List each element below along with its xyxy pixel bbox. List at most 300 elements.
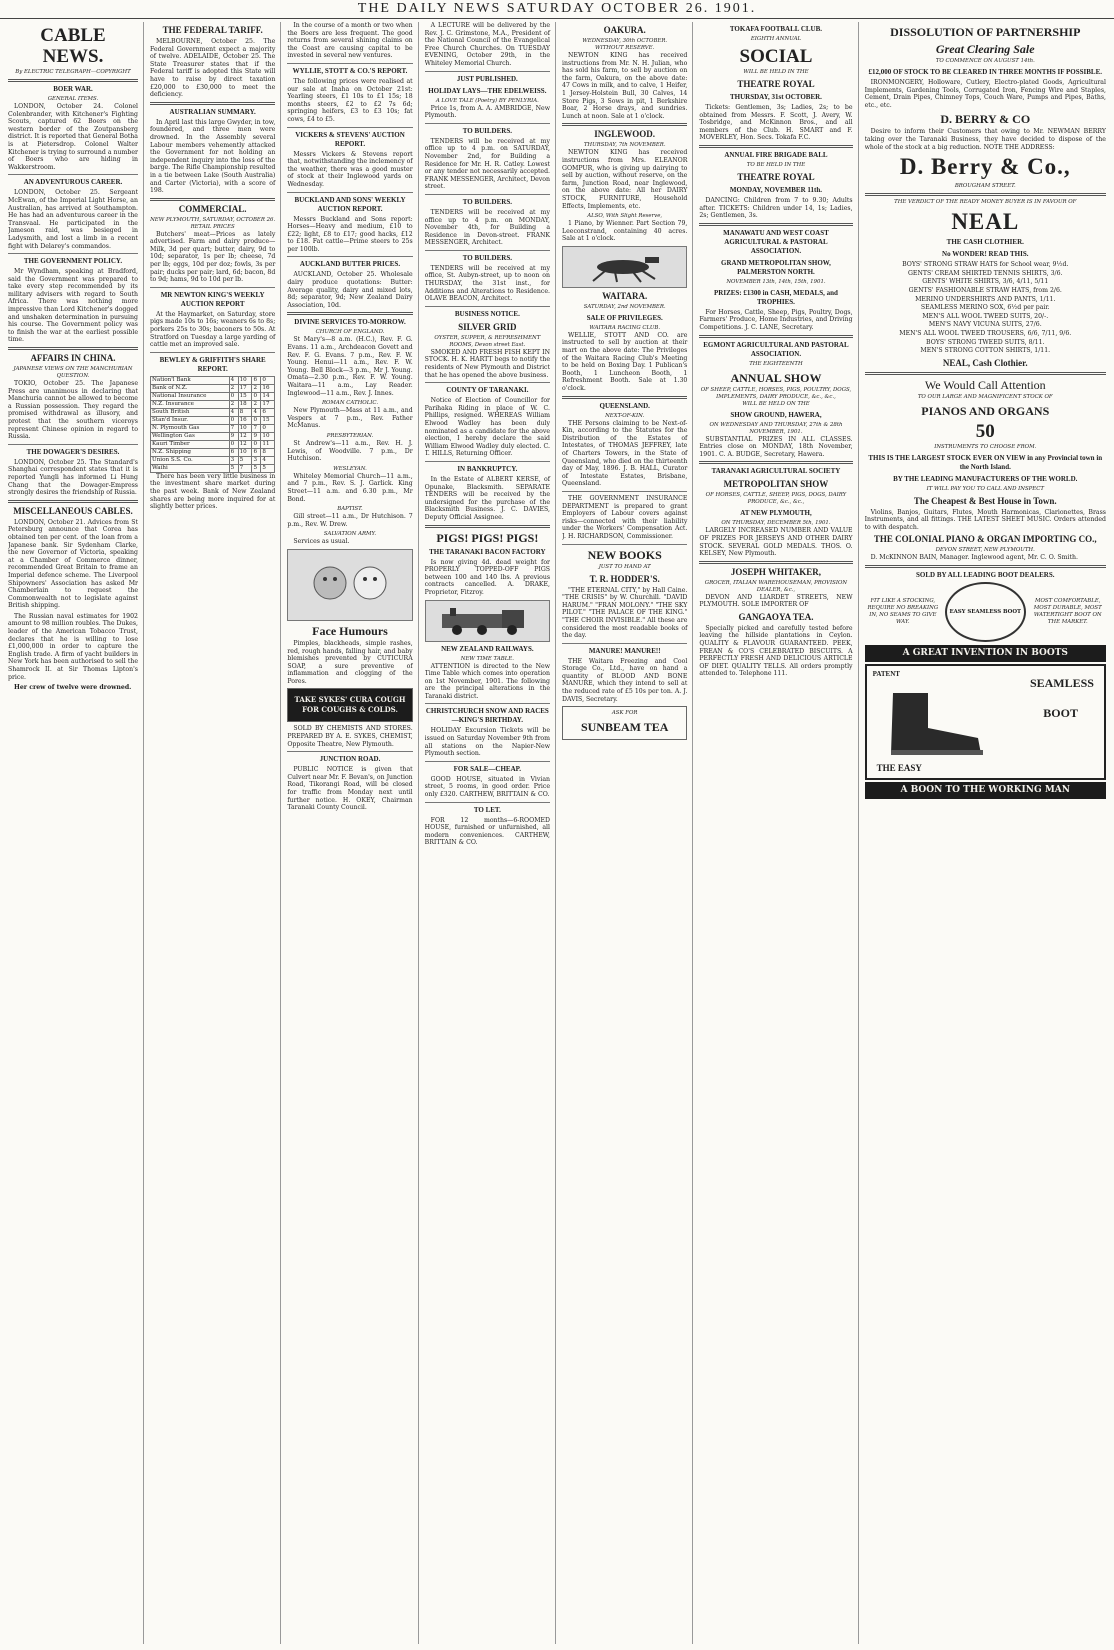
list-item: MEN'S ALL WOOL TWEED SUITS, 20/-. (922, 312, 1049, 320)
vickers-stevens-heading: VICKERS & STEVENS' AUCTION REPORT. (295, 130, 405, 148)
inglewood-body-2: 1 Piano, by Wienner. Part Section 79, Leeconstrand, containing 40 acres. Sale at 1 o'clock. (562, 220, 688, 243)
presbyterian-subheading: PRESBYTERIAN. (326, 432, 374, 439)
table-cell: 9 (252, 432, 261, 440)
divider (150, 352, 275, 353)
list-item: GENTS' CREAM SHIRTED TENNIS SHIRTS, 3/6. (907, 269, 1063, 277)
divider (425, 194, 550, 195)
table-cell: 7 (238, 464, 252, 472)
buckland-report-body: Messrs Buckland and Sons report: Horses—Heavy and medium, £10 to £22; light, £8 to £17; good hacks, £12 to £18. Fat cattle—Prime steers to 25s per 100lb. (287, 215, 413, 253)
table-row (150, 408, 274, 416)
column-advertisements (865, 22, 1106, 1644)
inglewood-date: THURSDAY, 7th NOVEMBER. (583, 142, 666, 149)
taranaki-classes: OF HORSES, CATTLE, SHEEP, PIGS, DOGS, DAIRY PRODUCE, &c., &c., (705, 492, 847, 506)
taranaki-date: ON THURSDAY, DECEMBER 5th, 1901. (721, 520, 831, 527)
column-footer: Her crew of twelve were drowned. (14, 684, 132, 692)
divider (425, 250, 550, 251)
dowager-desires-heading: THE DOWAGER'S DESIRES. (26, 447, 120, 456)
table-cell: 11 (261, 440, 275, 448)
divider (425, 382, 550, 383)
table-cell: 9 (229, 432, 238, 440)
continued-text: In the course of a month or two when the Boers are less frequent. The good returns from several shining claims on the Coast are causing capital to be invested in several new ventures. (287, 22, 413, 60)
seamless-boot-logo (945, 582, 1025, 642)
wesleyan-subheading: WESLEYAN. (333, 465, 367, 472)
face-humours-title: Face Humours (312, 623, 388, 638)
whitaker-title: JOSEPH WHITAKER, (730, 566, 822, 577)
table-cell: 4 (229, 408, 238, 416)
newton-king-report-body: At the Haymarket, on Saturday, store pigs made 10s to 16s; weaners 6s to 8s; porkers 25s to 30s; baconers to 50s. At Stratford on Tuesday a large yarding of cattle met an improved sale. (149, 310, 276, 349)
divider (287, 63, 412, 64)
berry-address: BROUGHAM STREET. (954, 183, 1016, 190)
table-cell: 17 (261, 400, 275, 408)
roman-catholic-subheading: ROMAN CATHOLIC. (321, 400, 379, 407)
column-notices (425, 22, 556, 1644)
wyllie-stott-report-heading: WYLLIE, STOTT & CO.'S REPORT. (292, 66, 408, 75)
table-cell: 2 (229, 400, 238, 408)
divider (425, 306, 550, 307)
new-time-table-subheading: NEW TIME TABLE. (460, 655, 514, 662)
table-row (150, 400, 274, 408)
commercial-dateline: NEW PLYMOUTH, SATURDAY, OCTOBER 26. (150, 216, 276, 223)
bacon-factory-body: Is now giving 4d. dead weight for PROPERLY TOPPED-OFF PIGS between 100 and 140 lbs. A previous contracts cancelled. A. DRAKE, Proprietor, Fitzroy. (424, 558, 551, 596)
pigs-title: PIGS! PIGS! PIGS! (436, 530, 539, 545)
table-cell: National Insurance (150, 392, 229, 400)
oakura-date: WEDNESDAY, 30th OCTOBER. (582, 38, 668, 44)
divider (562, 544, 687, 545)
divider (287, 192, 412, 193)
colonial-piano-title: THE COLONIAL PIANO & ORGAN IMPORTING CO., (873, 534, 1097, 545)
table-cell: 0 (229, 392, 238, 400)
list-item: GENTS' WHITE SHIRTS, 3/6, 4/11, 5/11 (922, 278, 1049, 286)
table-cell: 4 (229, 376, 238, 384)
adventurous-career-heading: AN ADVENTUROUS CAREER. (23, 178, 123, 187)
table-cell: 6 (261, 408, 275, 416)
lecture-notice: A LECTURE will be delivered by the Rev. J. C. Grimstone, M.A., President of the National Council of the Evangelical Free Church Churches. On TUESDAY EVENING, October 29th, in the Whiteley Memorial Church. (424, 22, 551, 67)
junction-road-body: PUBLIC NOTICE is given that Culvert near Mr. F. Bevan's, on Junction Road, Tikorangi Road, will be closed for traffic from Monday next until further notice. H. OKEY, Chairman Taranaki County Council. (287, 766, 413, 812)
prizes-line: PRIZES: £1300 in CASH, MEDALS, and TROPHIES. (714, 288, 838, 306)
table-row (150, 456, 274, 464)
show-ground-hawera: SHOW GROUND, HAWERA, (730, 410, 822, 419)
table-row (150, 416, 274, 424)
eighth-annual: EIGHTH ANNUAL (750, 36, 802, 42)
column-federal-tariff (150, 22, 281, 1644)
boer-war-heading: BOER WAR. (53, 85, 93, 93)
wyllie-stott-report-body: The following prices were realised at our sale at Inaha on October 21st: Yearling steers, £1 10s to £1 15s; 18 months steers, £2 to £2 7s 6d; springing heifers, £3 to £3 10s; fat cows, £4 to £5. (287, 77, 413, 123)
largest-stock: THIS IS THE LARGEST STOCK EVER ON VIEW in any Provincial town in the North Island. (868, 453, 1103, 471)
without-reserve: WITHOUT RESERVE. (595, 45, 655, 51)
leading-manufacturers: BY THE LEADING MANUFACTURERS OF THE WORLD. (893, 474, 1078, 483)
stock-to-clear: £12,000 OF STOCK TO BE CLEARED IN THREE MONTHS IF POSSIBLE. (868, 68, 1103, 76)
manawatu-body: For Horses, Cattle, Sheep, Pigs, Poultry, Dogs, Farmers' Produce, Home Industries, and Driving Competitions. J. C. LANE, Secretary. (699, 308, 853, 331)
whitaker-subtitle: GROCER, ITALIAN WAREHOUSEMAN, PROVISION DEALER, &c., (704, 579, 848, 593)
social-date: THURSDAY, 31st OCTOBER. (729, 93, 822, 101)
newton-king-report-heading: MR NEWTON KING'S WEEKLY AUCTION REPORT (160, 290, 265, 308)
table-cell: 0 (229, 416, 238, 424)
hodders-title: T. R. HODDER'S. (589, 573, 660, 584)
boot-features-right: MOST COMFORTABLE, MOST DURABLE, MOST WATERTIGHT BOOT ON THE MARKET. (1033, 598, 1102, 626)
table-row (150, 432, 274, 440)
divider (8, 500, 138, 503)
the-easy-label: THE EASY (876, 763, 922, 774)
just-published-heading: JUST PUBLISHED. (456, 74, 518, 83)
pay-to-call: IT WILL PAY YOU TO CALL AND INSPECT (926, 485, 1044, 492)
manawatu-heading: MANAWATU AND WEST COAST AGRICULTURAL & PASTORAL ASSOCIATION. (723, 228, 829, 255)
eighteenth: THE EIGHTEENTH (749, 360, 803, 367)
baptist-body: Gill street—11 a.m., Dr Hutchison. 7 p.m., Rev. W. Drew. (287, 513, 413, 528)
adventurous-career-body: LONDON, October 25. Sergeant McEwan, of the Imperial Light Horse, an Australian, has arrived at Southampton. He has had an adventurous career in the Transvaal. He participated in the Jameson raid, was besieged in Ladysmith, and lost a limb in a recent fight with Delarey's commandos. (8, 189, 138, 250)
church-of-england-body: St Mary's—8 a.m. (H.C.), Rev. F. G. Evans. 11 a.m., Archdeacon Govett and Rev. F. G. Evans. 7 p.m., Rev. F. W. Young. Henui—11 a.m., Rev. F. W. Young. Bell Block—3 p.m., Mr J. Young. Omata—2.30 p.m., Rev. F. W. Young. Waitara—11 a.m., Lay Reader. Inglewood—11 a.m., Rev. J. Innes. (287, 336, 413, 397)
table-cell: Nation'l Bank (150, 376, 229, 384)
table-cell: 6 (252, 448, 261, 456)
for-sale-heading: FOR SALE—CHEAP. (453, 764, 522, 773)
table-cell: 10 (238, 376, 252, 384)
clearing-sale-title: Great Clearing Sale (935, 42, 1035, 56)
column-stock-reports (287, 22, 418, 1644)
government-policy-heading: THE GOVERNMENT POLICY. (23, 257, 123, 266)
boot-label: BOOT (1043, 706, 1078, 721)
edelweiss-title: HOLIDAY LAYS—THE EDELWEISS. (428, 86, 547, 95)
table-cell: Wellington Gas (150, 432, 229, 440)
to-builders-heading: TO BUILDERS. (462, 126, 512, 135)
berry-banner: D. Berry & Co., (899, 154, 1071, 180)
manure-heading: MANURE! MANURE!! (588, 646, 661, 655)
next-of-kin: NEXT-OF-KIN. (605, 412, 645, 419)
neal-price-list (865, 261, 1106, 355)
table-cell: 2 (229, 384, 238, 392)
ask-for: ASK FOR (611, 710, 638, 717)
baptist-subheading: BAPTIST. (337, 506, 363, 513)
oakura-body: NEWTON KING has received instructions from Mr. N. H. Julian, who has sold his farm, to sell by auction on the farm, Oakura, on the above date: 47 Cows in milk, and to calve, 1 Heifer, 1 Jersey-Holstein Bull, 30 Calves, 14 Store Pigs, 3 Sows in pit, 1 Berkshire Boar, 2 Horse drays, and sundries. Lunch at noon. Sale at 1 o'clock. (562, 52, 688, 120)
sunbeam-tea-title: SUNBEAM TEA (580, 720, 669, 735)
table-cell: 2 (252, 384, 261, 392)
junction-road-heading: JUNCTION ROAD. (319, 755, 381, 764)
table-cell: 10 (238, 424, 252, 432)
boot-dealers-heading: SOLD BY ALL LEADING BOOT DEALERS. (916, 571, 1055, 580)
table-cell: 12 (238, 440, 252, 448)
county-taranaki-body: Notice of Election of Councillor for Parihaka Riding in place of W. C. Phillips, resigned. WHEREAS William Elwood Wadley has been duly nominated as a candidate for the above election, I hereby declare the said William Elwood Wadley duly elected. C. T. HILLS, Returning Officer. (424, 397, 551, 458)
fifty-number: 50 (975, 420, 995, 442)
cable-news-byline: By ELECTRIC TELEGRAPH—COPYRIGHT (15, 69, 131, 75)
will-be-held: WILL BE HELD IN THE (743, 69, 809, 75)
table-cell: 7 (229, 424, 238, 432)
affairs-in-china-body: TOKIO, October 25. The Japanese Press are unanimous in declaring that Manchuria cannot be allowed to become a Russian possession. They regard the promised withdrawal as illusory, and protest that the southern viceroys represent Chinese opinion in regard to Russia. (8, 380, 138, 441)
ironmongery-body: IRONMONGERY, Holloware, Cutlery, Electro-plated Goods, Agricultural Implements, Gardening Tools, Corrugated Iron, Fencing Wire and Staples, Cement, Drain Pipes, Chimney Tops, Couch Ware, Pumps and Pipes, Baths, etc., etc. (864, 79, 1106, 109)
locomotive-icon (432, 606, 542, 636)
to-let-heading: TO LET. (473, 805, 501, 814)
buckland-report-heading: BUCKLAND AND SONS' WEEKLY AUCTION REPORT. (294, 195, 406, 213)
railways-body: ATTENTION is directed to the New Time Table which comes into operation on 1st November, 1901. The following are the principal alterations in the Taranaki district. (424, 662, 551, 700)
great-invention-banner: A GREAT INVENTION IN BOOTS (865, 645, 1106, 662)
table-cell: 0 (252, 416, 261, 424)
table-cell: 3 (229, 456, 238, 464)
list-item: BOYS' STRONG TWEED SUITS, 8/11. (926, 338, 1045, 346)
inglewood-body: NEWTON KING has received instructions from Mrs. ELEANOR GOMPUR, who is giving up dairying to sell by auction, without reserve, on the farm, Junction Road, near Inglewood, on the above date: All her DAIRY STOCK, FURNITURE, Household Effects, Implements, etc. (562, 149, 688, 210)
table-cell: 7 (252, 424, 261, 432)
annual-show-title: ANNUAL SHOW (730, 370, 822, 385)
table-row (150, 464, 274, 472)
divider (425, 123, 550, 124)
silver-grid-title: SILVER GRID (458, 321, 517, 332)
train-illustration (425, 600, 550, 642)
divider (425, 703, 550, 704)
table-cell: N.Z. Insurance (150, 400, 229, 408)
table-cell: 10 (261, 432, 275, 440)
clearing-sale-date: TO COMMENCE ON AUGUST 14th. (935, 58, 1035, 64)
magnificent-stock: TO OUR LARGE AND MAGNIFICENT STOCK OF (917, 393, 1053, 400)
to-builders-body-2: TENDERS will be received at my office up to 4 p.m. on MONDAY, November 4th, for Building a Residence in Devon-street. FRANK MESSENGER, Architect. (424, 208, 551, 247)
divider (699, 223, 852, 226)
table-cell: 8 (238, 408, 252, 416)
affairs-in-china-heading: AFFAIRS IN CHINA. (30, 353, 116, 364)
commercial-heading: COMMERCIAL. (178, 203, 247, 214)
boot-icon (873, 688, 993, 758)
divider (8, 79, 138, 82)
presbyterian-body: St Andrew's—11 a.m., Rev. H. J. Lewis, of Woodville. 7 p.m., Dr Hutchison. (287, 439, 413, 463)
australian-summary-body: In April last this large Gwyder, in tow, foundered, and three men were drowned. In the Assembly several Labour members vehemently attacked the Government for not holding an independent inquiry into the loss of the barge. The Rifle Championship resulted in a tie between Lake (South Australia) and Carter (Victoria), with a score of 198. (149, 118, 276, 195)
miscellaneous-cables-heading: MISCELLANEOUS CABLES. (13, 505, 133, 516)
government-policy-body: Mr Wyndham, speaking at Bradford, said the Government was prepared to take every step recommended by its military advisers with regard to South Africa. There was nothing more impressive than Lord Kitchener's dogged and unshaken determination in pursuing his course. The Government policy was to finish the war at the earliest possible time. (8, 268, 138, 344)
waitara-heading: WAITARA. (602, 290, 648, 301)
church-of-england-subheading: CHURCH OF ENGLAND. (315, 329, 385, 336)
table-cell: Kauri Timber (150, 440, 229, 448)
list-item: MERINO UNDERSHIRTS AND PANTS, 1/11. (915, 295, 1056, 303)
butter-prices-body: AUCKLAND, October 25. Wholesale dairy produce quotations: Butter: Average quality, dairy and mixed lots, 8d; separator, 9d; New Zealand Dairy Association, 10d. (287, 271, 413, 309)
table-cell: 15 (238, 392, 252, 400)
inglewood-heading: INGLEWOOD. (594, 129, 656, 140)
divider (8, 253, 138, 254)
berry-title: D. BERRY & CO (940, 112, 1031, 127)
waitara-date: SATURDAY, 2nd NOVEMBER. (583, 303, 666, 310)
metropolitan-show-title-2: METROPOLITAN SHOW (723, 479, 829, 490)
list-item: BOYS' STRONG STRAW HATS for School wear, 9½d. (902, 261, 1069, 269)
divider (425, 525, 550, 528)
cura-cough-ad: TAKE SYKES' CURA COUGH FOR COUGHS & COLDS. (287, 688, 412, 722)
table-cell: 0 (261, 424, 275, 432)
salvation-army-body: Services as usual. (293, 538, 350, 546)
divider (425, 761, 550, 762)
australian-summary-heading: AUSTRALIAN SUMMARY. (169, 107, 256, 116)
divider (425, 71, 550, 72)
table-row (150, 376, 274, 384)
table-cell: 6 (252, 376, 261, 384)
instruments-body: Violins, Banjos, Guitars, Flutes, Mouth Harmonicas, Clarionettes, Brass Instruments, and all fittings. THE LATEST SHEET MUSIC. Orders attended to with despatch. (864, 508, 1106, 531)
fire-brigade-ball-heading: ANNUAL FIRE BRIGADE BALL (724, 150, 828, 159)
divider (865, 565, 1106, 568)
face-illustration (287, 549, 412, 621)
christchurch-show-body: HOLIDAY Excursion Tickets will be issued on Saturday November 9th from all stations on the Napier-New Plymouth section. (424, 727, 551, 758)
divider (8, 174, 138, 175)
fire-brigade-date: MONDAY, NOVEMBER 11th. (729, 185, 822, 194)
theatre-royal: THEATRE ROYAL (737, 79, 815, 89)
oakura-heading: OAKURA. (603, 25, 646, 35)
miscellaneous-cables-body-2: The Russian naval estimates for 1902 amount to 98 million roubles. The Dukes, leader of the American Tobacco Trust, declares that he is willing to lose £1,000,000 in order to capture the English trade. A firm of yacht builders in New York has been authorised to sell the Shamrock II. at Sir Thomas Lipton's price. (8, 612, 138, 681)
table-cell: 0 (252, 440, 261, 448)
list-item: MEN'S NAVY VICUNA SUITS, 27/6. (928, 321, 1042, 329)
bankruptcy-heading: IN BANKRUPTCY. (457, 464, 518, 473)
patent-label: PATENT (872, 670, 900, 679)
table-row (150, 392, 274, 400)
faces-icon (305, 555, 395, 615)
table-cell: 16 (261, 384, 275, 392)
colonial-piano-body: D. McKINNON BAIN, Manager. Inglewood agent, Mr. C. O. Smith. (870, 554, 1078, 562)
divider (562, 491, 687, 492)
silver-grid-body: SMOKED AND FRESH FISH KEPT IN STOCK. H. K. HARTT begs to notify the residents of New Plymouth and District that he has opened the above business. (424, 348, 551, 379)
no-wonder: No WONDER! READ THIS. (942, 250, 1029, 259)
cash-clothier: THE CASH CLOTHIER. (946, 238, 1024, 247)
fire-brigade-body: DANCING: Children from 7 to 9.30; Adults after. TICKETS: Children under 14, 1s; Ladies, 2s; Gentlemen, 3s. (699, 196, 853, 220)
boot-illustration (865, 664, 1106, 780)
gangaoya-tea-title: GANGAOYA TEA. (738, 611, 814, 622)
list-item: SEAMLESS MERINO SOX, 6½d per pair. (920, 304, 1050, 312)
boon-banner: A BOON TO THE WORKING MAN (865, 782, 1106, 799)
table-cell: 12 (238, 432, 252, 440)
egmont-body: SUBSTANTIAL PRIZES IN ALL CLASSES. Entries close on MONDAY, 18th November, 1901. C. A. BUDGE, Secretary, Hawera. (699, 435, 853, 458)
manchurian-question-subheading: JAPANESE VIEWS ON THE MANCHURIAN QUESTION. (13, 366, 133, 380)
egmont-date: ON WEDNESDAY AND THURSDAY, 27th & 28th NOVEMBER, 1901. (709, 421, 843, 435)
table-cell: 5 (238, 456, 252, 464)
boot-ad-row (865, 582, 1106, 642)
instruments-choose: INSTRUMENTS TO CHOOSE FROM. (934, 443, 1037, 450)
list-item: MEN'S STRONG COTTON SHIRTS, 1/11. (920, 347, 1051, 355)
divider (150, 287, 275, 288)
silver-grid-subtitle: OYSTER, SUPPER, & REFRESHMENT ROOMS, Devon street East. (434, 334, 541, 348)
retail-prices-subheading: RETAIL PRICES (190, 223, 235, 230)
egmont-classes: OF SHEEP, CATTLE, HORSES, PIGS, POULTRY, DOGS, IMPLEMENTS, DAIRY PRODUCE, &c., &c., (700, 386, 852, 400)
column-events (699, 22, 858, 1644)
divider (425, 802, 550, 803)
to-builders-body: TENDERS will be received at my office up to 4 p.m. on SATURDAY, November 2nd, for Building a Residence for Mr. H. R. Catley. Lowest or any tender not necessarily accepted. FRANK MESSENGER, Architect, Devon street. (424, 137, 551, 191)
wesleyan-body: Whiteley Memorial Church—11 a.m., and 7 p.m., Rev. S. J. Garlick. King Street—11 a.m. and 6.30 p.m., Mr Bond. (287, 472, 413, 503)
divider (699, 461, 852, 464)
table-cell: 16 (238, 416, 252, 424)
list-item: GENTS' FASHIONABLE STRAW HATS, from 2/6. (908, 286, 1062, 294)
queensland-heading: QUEENSLAND. (599, 401, 650, 410)
bankruptcy-body: In the Estate of ALBERT KERSE, of Opunake, Blacksmith. SEPARATE TENDERS will be received by the undersigned for the purchase of the Blacksmith Business. J. C. DAVIES, Deputy Official Assignee. (424, 475, 551, 521)
face-humours-body: Pimples, blackheads, simple rashes, red, rough hands, falling hair, and baby blemishes prevented by CUTICURA SOAP, a sure preventive of inflammation and clogging of the Pores. (287, 639, 413, 685)
racehorse-illustration (562, 246, 687, 288)
divider (562, 123, 687, 126)
divider (865, 372, 1106, 375)
federal-tariff-body: MELBOURNE, October 25. The Federal Government expect a majority of twelve. ADELAIDE, October 25. The State Treasurer states that if the Federal tariff is adopted this State will have to raise by direct taxation £20,000 to £30,000 to meet the deficiency. (149, 38, 276, 99)
divider (150, 102, 275, 105)
table-row (150, 384, 274, 392)
divider (562, 396, 687, 399)
railways-heading: NEW ZEALAND RAILWAYS. (441, 644, 534, 653)
for-sale-body: GOOD HOUSE, situated in Vivian street, 5 rooms, in good order. Price only £320. CARTHEW, BRITTAIN & CO. (424, 775, 551, 799)
table-cell: Stan'd Insur. (150, 416, 229, 424)
table-cell: 10 (238, 448, 252, 456)
business-notice-heading: BUSINESS NOTICE. (454, 309, 520, 318)
boot-features-left: FIT LIKE A STOCKING, REQUIRE NO BREAKING IN, NO SEAMS TO GIVE WAY. (867, 598, 939, 626)
taranaki-body: LARGELY INCREASED NUMBER AND VALUE OF PRIZES FOR JERSEYS AND OTHER DAIRY STOCK. SEVERAL GOLD MEDALS. THOS. O. KELSEY, New Plymouth. (699, 527, 853, 558)
table-row (150, 448, 274, 456)
theatre-royal-2: THEATRE ROYAL (737, 171, 815, 182)
whitaker-body: DEVON AND LIARDET STREETS, NEW PLYMOUTH. SOLE IMPORTER OF (699, 593, 853, 609)
federal-tariff-heading: THE FEDERAL TARIFF. (162, 25, 263, 35)
table-cell: 5 (229, 464, 238, 472)
divider (287, 127, 412, 128)
share-report-body: There has been very little business in the investment share market during the past week. Bank of New Zealand shares are being more inquired for at slightly better prices. (149, 472, 276, 511)
table-cell: 8 (261, 448, 275, 456)
column-auctions (562, 22, 693, 1644)
table-cell: Union S.S. Co. (150, 456, 229, 464)
divider (425, 461, 550, 462)
miscellaneous-cables-body: LONDON, October 21. Advices from St Petersburg announce that Corea has obtained ten per cent. of the loan from a Japanese bank. Sir Sydenham Clarke, the new Governor of Victoria, speaking at a Chamber of Commerce dinner, recommended Great Britain to frame an Imperial defence scheme. The Liverpool Shipowners' Association has asked Mr Chamberlain to request the Commonwealth not to legislate against British shipping. (8, 518, 138, 610)
queensland-body: THE Persons claiming to be Next-of-Kin, according to the Statutes for the Distribution of the Estates of Intestates, of THOMAS JEFFREY, late of Charters Towers, in the State of Queensland, who died on the thirteenth day of May, 1896. J. B. HALL, Curator of Intestate Estates, Brisbane, Queensland. (562, 419, 688, 488)
masthead: THE DAILY NEWS SATURDAY OCTOBER 26. 1901. (0, 0, 1114, 19)
table-cell: 17 (238, 384, 252, 392)
sunbeam-tea-ad (562, 706, 687, 740)
to-builders-body-3: TENDERS will be received at my office, St. Aubyn-street, up to noon on THURSDAY, the 31st inst., for Additions and Alterations to Residence. OLAVE BEACON, Architect. (424, 264, 551, 303)
table-cell: 2 (252, 400, 261, 408)
bacon-factory-subtitle: THE TARANAKI BACON FACTORY (429, 547, 546, 556)
share-report-heading: BEWLEY & GRIFFITH'S SHARE REPORT. (159, 355, 266, 373)
table-cell: 0 (252, 392, 261, 400)
taranaki-society-heading: TARANAKI AGRICULTURAL SOCIETY (711, 467, 841, 476)
pianos-organs-title: PIANOS AND ORGANS (921, 403, 1050, 418)
edelweiss-price: Price 1s, from A. A. AMBRIDGE, New Plymouth. (424, 104, 551, 120)
neal-title: NEAL (951, 209, 1020, 235)
county-taranaki-heading: COUNTY OF TARANAKI. (446, 386, 529, 395)
edelweiss-subtitle: A LOVE TALE (Poetry) BY PENLYRIA. (435, 97, 539, 104)
seamless-label: SEAMLESS (1029, 676, 1094, 691)
gangaoya-body: Specially picked and carefully tested before leaving the hillside plantations in Ceylon. QUALITY & FLAVOUR GUARANTEED. PEEK, FREAN & CO'S CELEBRATED BISCUITS. A PERFECTLY FRESH AND DELICIOUS ARTICLE OF DIET. QUALITY TELLS. All orders promptly attended to. Telephone 111. (699, 624, 853, 678)
table-cell: 5 (261, 464, 275, 472)
table-cell: Bank of N.Z. (150, 384, 229, 392)
social-body: Tickets: Gentlemen, 3s; Ladies, 2s; to be obtained from Messrs. F. Scott, J. Avery, W. Tosbridge, and McKinnon Bros., and all members of the Club. H. SMART and F. MOVERLEY, Hon. Secs. Tokafa F.C. (699, 104, 853, 142)
divider (150, 198, 275, 201)
divider (699, 561, 852, 564)
verdict-line: THE VERDICT OF THE READY MONEY BUYER IS IN FAVOUR OF (894, 199, 1077, 206)
dowager-desires-body: LONDON, October 25. The Standard's Shanghai correspondent states that it is reported Yungli has informed Li Hung Chang that the Dowager-Empress strongly desires the friendship of Russia. (8, 458, 138, 497)
cable-news-title: CABLE NEWS. (40, 25, 106, 67)
column-cable-news (8, 22, 144, 1644)
to-be-held: TO BE HELD IN THE (746, 161, 806, 168)
table-cell: 15 (261, 416, 275, 424)
waitara-body: WELLIE, STOTT AND CO. are instructed to sell by auction at their mart on the above date: The Privileges of the Waitara Racing Club's Meeting to be held on Boxing Day. 1 Publican's Booth, 1 Luncheon Booth, 1 Refreshment Booth. Sale at 1.30 o'clock. (562, 331, 688, 393)
neal-footer: NEAL, Cash Clothier. (942, 357, 1028, 368)
cheapest-best-house: The Cheapest & Best House in Town. (913, 495, 1057, 506)
table-cell: 4 (261, 456, 275, 464)
egmont-heading: EGMONT AGRICULTURAL AND PASTORAL ASSOCIATION. (703, 340, 849, 358)
table-cell: 6 (229, 448, 238, 456)
table-cell: South British (150, 408, 229, 416)
table-cell: N.Z. Shipping (150, 448, 229, 456)
divider (865, 193, 1106, 196)
to-let-body: FOR 12 months—6-ROOMED HOUSE, furnished or unfurnished, all modern conveniences. CARTHEW, BRITTAIN & CO. (424, 816, 551, 847)
general-items-subheading: GENERAL ITEMS. (47, 96, 99, 102)
waitara-racing-club: WAITARA RACING CLUB. (589, 324, 661, 331)
retail-prices-body: Butchers' meat—Prices as lately advertised. Farm and dairy produce—Milk, 3d per quart; butter, dairy, 9d to 10d; separator, 1s per lb; cheese, 7d per lb; eggs, 10d per doz; fowls, 3s per pair; ducks per pair; lard, 6d; bacon, 8d to 9d; hams, 9d to 10d per lb. (149, 230, 276, 284)
boer-war-body: LONDON, October 24. Colonel Colenbrander, with Kitchener's Fighting Scouts, captured 62 Boers on the western border of the Zoutpansberg district. It is reported that General Botha is at Pietersdrop. Colonel Walter Kitchener is trying to surround a number of Boers who are hiding in Wakkerstroom. (8, 103, 138, 171)
government-insurance-body: THE GOVERNMENT INSURANCE DEPARTMENT is prepared to grant Employers of Labour covers against risks—connected with their liability under the Workers' Compensation Act. J. H. RICHARDSON, Commissioner. (562, 494, 688, 540)
list-item: MEN'S ALL WOOL TWEED TROUSERS, 6/6, 7/11, 9/6. (899, 329, 1072, 337)
berry-body: Desire to inform their Customers that owing to Mr. NEWMAN BERRY taking over the Taranaki Business, they have decided to dispose of the whole of the stock at a big reduction. NOTE THE ADDRESS: (864, 128, 1106, 151)
call-attention-title: We Would Call Attention (924, 377, 1046, 392)
metropolitan-show-title: GRAND METROPOLITAN SHOW, PALMERSTON NORTH. (721, 258, 831, 276)
to-builders-heading-2: TO BUILDERS. (462, 197, 512, 206)
divider (8, 444, 138, 445)
table-cell: 18 (238, 400, 252, 408)
table-cell: 5 (252, 464, 261, 472)
to-builders-heading-3: TO BUILDERS. (462, 253, 512, 262)
table-row (150, 440, 274, 448)
new-books-title: NEW BOOKS (587, 547, 662, 562)
divider (287, 312, 412, 315)
sale-of-privileges: SALE OF PRIVILEGES. (586, 313, 663, 322)
columns (8, 22, 1106, 1644)
new-books-body: "THE ETERNAL CITY," by Hall Caine. "THE CRISIS" by W. Churchill. "DAVID HARUM." "FRAN MOLONY." "THE SKY PILOT." "THE PALACE OF THE KING." "THE CHOIR INVISIBLE." All these are considered the most readable books of the day. (562, 586, 688, 640)
seamless-boot-logo-text: EASY SEAMLESS BOOT (949, 608, 1022, 615)
